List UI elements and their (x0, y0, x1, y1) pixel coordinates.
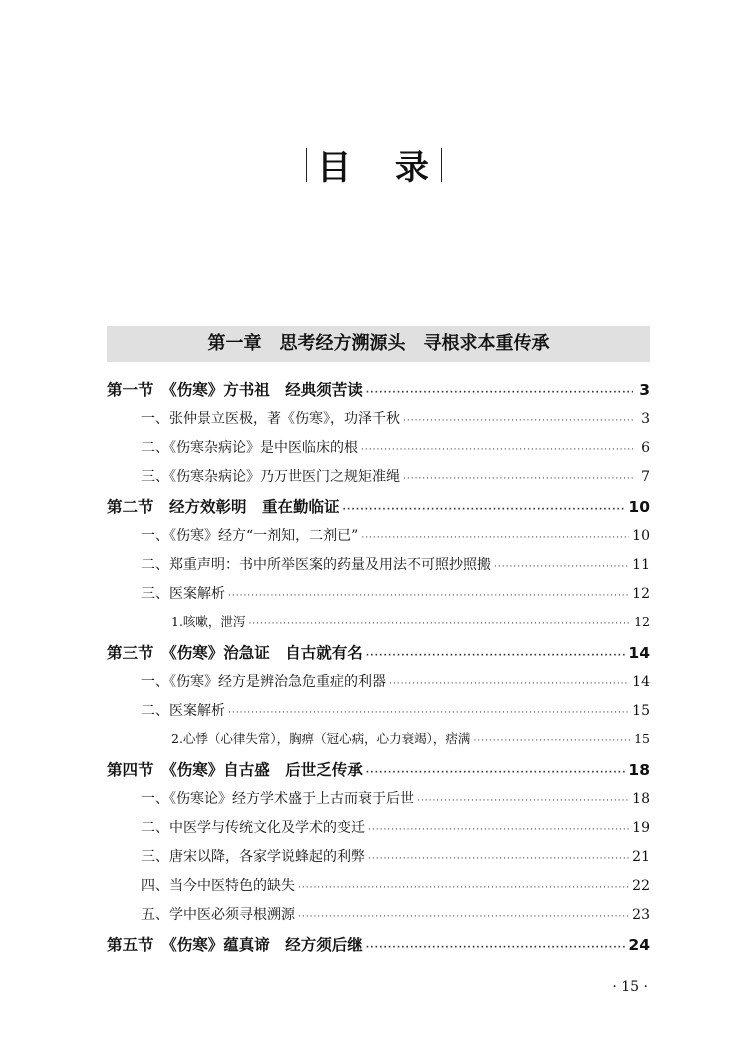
toc-entry-page: 7 (641, 469, 650, 485)
toc-leader-dots (368, 825, 629, 835)
toc-leader-dots (473, 736, 631, 746)
toc-entry-label: 第五节 《伤寒》蕴真谛 经方须后继 (107, 936, 363, 954)
toc-subsection-entry[interactable] (107, 875, 650, 904)
table-of-contents (107, 378, 650, 963)
toc-leader-dots (298, 883, 629, 893)
toc-entry-label: 二、医案解析 (141, 703, 225, 719)
toc-entry-page: 15 (634, 731, 650, 746)
toc-subsection-entry[interactable] (107, 583, 650, 612)
toc-section-entry[interactable] (107, 641, 650, 671)
toc-entry-label: 五、学中医必须寻根溯源 (141, 907, 295, 923)
toc-entry-page: 24 (628, 936, 650, 954)
toc-entry-label: 三、《伤寒杂病论》乃万世医门之规矩准绳 (141, 469, 400, 485)
toc-entry-label: 三、医案解析 (141, 586, 225, 602)
title-rule-left (306, 148, 307, 182)
toc-leader-dots (368, 854, 629, 864)
toc-entry-label: 一、张仲景立医极，著《伤寒》，功泽千秋 (141, 411, 400, 427)
toc-entry-page: 19 (632, 820, 650, 836)
toc-subsection-entry[interactable] (107, 554, 650, 583)
toc-entry-page: 18 (628, 761, 650, 779)
toc-entry-label: 第三节 《伤寒》治急证 自古就有名 (107, 644, 363, 662)
toc-item-entry[interactable] (107, 612, 650, 641)
page-title (0, 140, 748, 189)
chapter-heading: 第一章 思考经方溯源头 寻根求本重传承 (107, 326, 650, 362)
toc-entry-label: 1.咳嗽，泄泻 (171, 614, 246, 629)
toc-subsection-entry[interactable] (107, 525, 650, 554)
toc-entry-label: 一、《伤寒》经方是辨治急危重症的利器 (141, 674, 386, 690)
toc-entry-label: 第二节 经方效彰明 重在勤临证 (107, 498, 340, 516)
toc-subsection-entry[interactable] (107, 846, 650, 875)
toc-entry-page: 14 (632, 674, 650, 690)
toc-entry-label: 二、中医学与传统文化及学术的变迁 (141, 820, 365, 836)
toc-section-entry[interactable] (107, 933, 650, 963)
toc-entry-page: 22 (632, 878, 650, 894)
toc-entry-label: 第一节 《伤寒》方书祖 经典须苦读 (107, 381, 363, 399)
toc-subsection-entry[interactable] (107, 700, 650, 729)
toc-entry-page: 3 (641, 411, 650, 427)
toc-entry-label: 一、《伤寒》经方“一剂知，二剂已” (141, 528, 359, 544)
toc-entry-label: 四、当今中医特色的缺失 (141, 878, 295, 894)
toc-subsection-entry[interactable] (107, 788, 650, 817)
toc-leader-dots (389, 679, 629, 689)
toc-section-entry[interactable] (107, 495, 650, 525)
toc-subsection-entry[interactable] (107, 437, 650, 466)
toc-leader-dots (248, 619, 631, 629)
toc-section-entry[interactable] (107, 378, 650, 408)
page-title-text: 目 录 (317, 148, 431, 188)
toc-entry-label: 二、《伤寒杂病论》是中医临床的根 (141, 440, 358, 456)
toc-section-entry[interactable] (107, 758, 650, 788)
toc-leader-dots (494, 562, 629, 572)
toc-entry-page: 21 (632, 849, 650, 865)
toc-leader-dots (361, 445, 633, 455)
toc-entry-page: 11 (632, 557, 650, 573)
toc-leader-dots (298, 912, 629, 922)
toc-leader-dots (228, 591, 629, 601)
toc-leader-dots (366, 943, 626, 953)
toc-entry-label: 2.心悸（心律失常），胸痹（冠心病，心力衰竭），痞满 (171, 731, 471, 746)
toc-leader-dots (366, 651, 626, 661)
toc-item-entry[interactable] (107, 729, 650, 758)
toc-entry-page: 15 (632, 703, 650, 719)
toc-subsection-entry[interactable] (107, 466, 650, 495)
toc-entry-page: 6 (641, 440, 650, 456)
toc-entry-label: 一、《伤寒论》经方学术盛于上古而衰于后世 (141, 791, 414, 807)
toc-entry-label: 第四节 《伤寒》自古盛 后世乏传承 (107, 761, 363, 779)
toc-entry-page: 12 (632, 586, 650, 602)
toc-entry-label: 二、郑重声明：书中所举医案的药量及用法不可照抄照搬 (141, 557, 491, 573)
toc-entry-page: 18 (632, 791, 650, 807)
toc-entry-page: 3 (639, 381, 650, 399)
toc-entry-page: 10 (632, 528, 650, 544)
toc-entry-page: 23 (632, 907, 650, 923)
toc-leader-dots (361, 533, 629, 543)
toc-leader-dots (366, 388, 633, 398)
toc-leader-dots (343, 505, 626, 515)
toc-leader-dots (417, 796, 629, 806)
toc-leader-dots (403, 474, 633, 484)
toc-subsection-entry[interactable] (107, 904, 650, 933)
toc-leader-dots (366, 768, 626, 778)
toc-leader-dots (228, 708, 629, 718)
toc-subsection-entry[interactable] (107, 408, 650, 437)
toc-entry-page: 10 (628, 498, 650, 516)
toc-subsection-entry[interactable] (107, 817, 650, 846)
toc-entry-label: 三、唐宋以降，各家学说蜂起的利弊 (141, 849, 365, 865)
title-rule-right (441, 148, 442, 182)
toc-leader-dots (403, 416, 633, 426)
toc-entry-page: 12 (634, 614, 650, 629)
page-number: · 15 · (612, 979, 648, 995)
toc-subsection-entry[interactable] (107, 671, 650, 700)
toc-entry-page: 14 (628, 644, 650, 662)
